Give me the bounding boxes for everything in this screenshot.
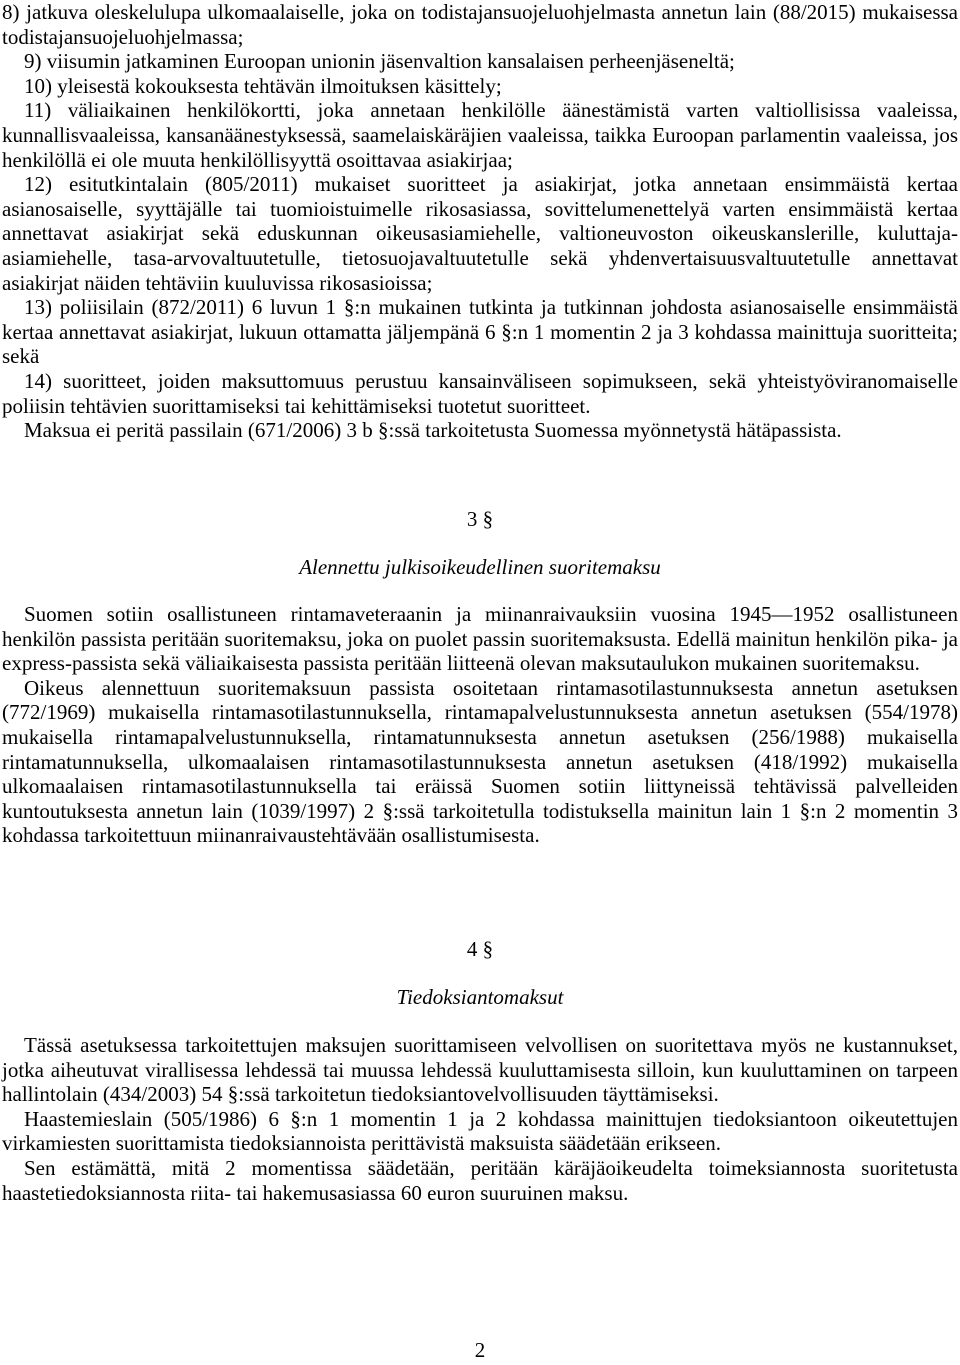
list-item-14: 14) suoritteet, joiden maksuttomuus perustuu kansainväliseen sopimukseen, sekä yhteistyöviranomaiselle poliisin tehtävien suorittamiseksi tai kehittämiseksi tuotetut suoritteet. <box>2 368 958 418</box>
section-3-title: Alennettu julkisoikeudellinen suoritemaksu <box>299 555 661 579</box>
section-3-body <box>2 602 958 848</box>
section-4-title: Tiedoksiantomaksut <box>396 985 564 1009</box>
list-item-13: 13) poliisilain (872/2011) 6 luvun 1 §:n mukainen tutkinta ja tutkinnan johdosta asianosaiselle ensimmäistä kertaa annettavat asiakirjat, lukuun ottamatta jäljempänä 6 §:n 1 momentin 2 ja 3 kohdassa mainittuja suoritteita; sekä <box>2 295 958 369</box>
list-item-11: 11) väliaikainen henkilökortti, joka annetaan henkilölle äänestämistä varten valtiollisissa vaaleissa, kunnallisvaaleissa, kansanäänestyksessä, saamelaiskäräjien vaaleissa, taikka Euroopan parlamentin vaaleissa, jos henkilöllä ei ole muuta henkilöllisyyttä osoittavaa asiakirjaa; <box>2 98 958 172</box>
section-4-paragraph-2: Haastemieslain (505/1986) 6 §:n 1 momentin 1 ja 2 kohdassa mainittujen tiedoksiantoon oikeutettujen virkamiesten suorittamista tiedoksiannoista perittävistä maksuista säädetään erikseen. <box>2 1106 958 1156</box>
section-3-paragraph-1: Suomen sotiin osallistuneen rintamaveteraanin ja miinanraivauksiin vuosina 1945—1952 osallistuneen henkilön passista peritään suoritemaksu, joka on puolet passin suoritemaksusta. Edellä mainitun henkilön pika- ja express-passista sekä väliaikaisesta passista peritään liitteenä olevan maksutaulukon mukainen suoritemaksu. <box>2 602 958 676</box>
list-continuation <box>2 0 958 443</box>
list-item-8: 8) jatkuva oleskelulupa ulkomaalaiselle, joka on todistajansuojeluohjelmasta annetun lain (88/2015) mukaisessa todistajansuojeluohjelmassa; <box>2 0 958 49</box>
section-3-paragraph-2: Oikeus alennettuun suoritemaksuun passista osoitetaan rintamasotilastunnuksesta annetun asetuksen (772/1969) mukaisella rintamasotilastunnuksella, rintamapalvelustunnuksesta annetun asetuksen (554/1978) mukaisella rintamapalvelustunnuksella, rintamatunnuksesta annetun asetuksen (256/1988) mukaisella rintamatunnuksella, ulkomaalaisen rintamasotilastunnuksesta annetun asetuksen (418/1992) mukaisella ulkomaalaisen rintamasotilastunnuksella tai eräissä Suomen sotiin liittyneissä tehtävissä palvelleiden kuntoutuksesta annetun lain (1039/1997) 2 §:ssä tarkoitetulla todistuksella mainitun lain 1 §:n 2 momentin 3 kohdassa tarkoitettuun miinanraivaustehtävään osallistumisesta. <box>2 675 958 848</box>
list-item-9: 9) viisumin jatkaminen Euroopan unionin jäsenvaltion kansalaisen perheenjäseneltä; <box>24 49 735 74</box>
section-4-paragraph-1: Tässä asetuksessa tarkoitettujen maksujen suorittamiseen velvollisen on suoritettava myös ne kustannukset, jotka aiheutuvat virallisessa lehdessä tai muussa lehdessä kuuluttamisesta silloin, kun kuuluttaminen on tarpeen hallintolain (434/2003) 54 §:ssä tarkoitetun tiedoksiantovelvollisuuden täyttämiseksi. <box>2 1033 958 1107</box>
list-item-10: 10) yleisestä kokouksesta tehtävän ilmoituksen käsittely; <box>24 73 502 98</box>
section-4-paragraph-3: Sen estämättä, mitä 2 momentissa säädetään, peritään käräjäoikeudelta toimeksiannosta suoritetusta haastetiedoksiannosta riita- tai hakemusasiassa 60 euron suuruinen maksu. <box>2 1155 958 1205</box>
section-paragraph: Maksua ei peritä passilain (671/2006) 3 b §:ssä tarkoitetusta Suomessa myönnetystä hätäpassista. <box>24 418 842 443</box>
page-number: 2 <box>474 1338 486 1362</box>
list-item-12: 12) esitutkintalain (805/2011) mukaiset suoritteet ja asiakirjat, jotka annetaan ensimmäistä kertaa asianosaiselle, syyttäjälle tai tuomioistuimelle rikosasiassa, sovittelumenettelyä varten ensimmäistä kertaa annettavat asiakirjat sekä eduskunnan oikeusasiamiehelle, valtioneuvoston oikeuskanslerille, kuluttaja-asiamiehelle, tasa-arvovaltuutetulle, tietosuojavaltuutetulle sekä yhdenvertaisuusvaltuutetulle annettavat asiakirjat näiden tehtäviin kuuluvissa rikosasioissa; <box>2 172 958 295</box>
section-4-number: 4 § <box>466 937 494 961</box>
section-3-number: 3 § <box>466 507 494 531</box>
section-4-body <box>2 1033 958 1205</box>
